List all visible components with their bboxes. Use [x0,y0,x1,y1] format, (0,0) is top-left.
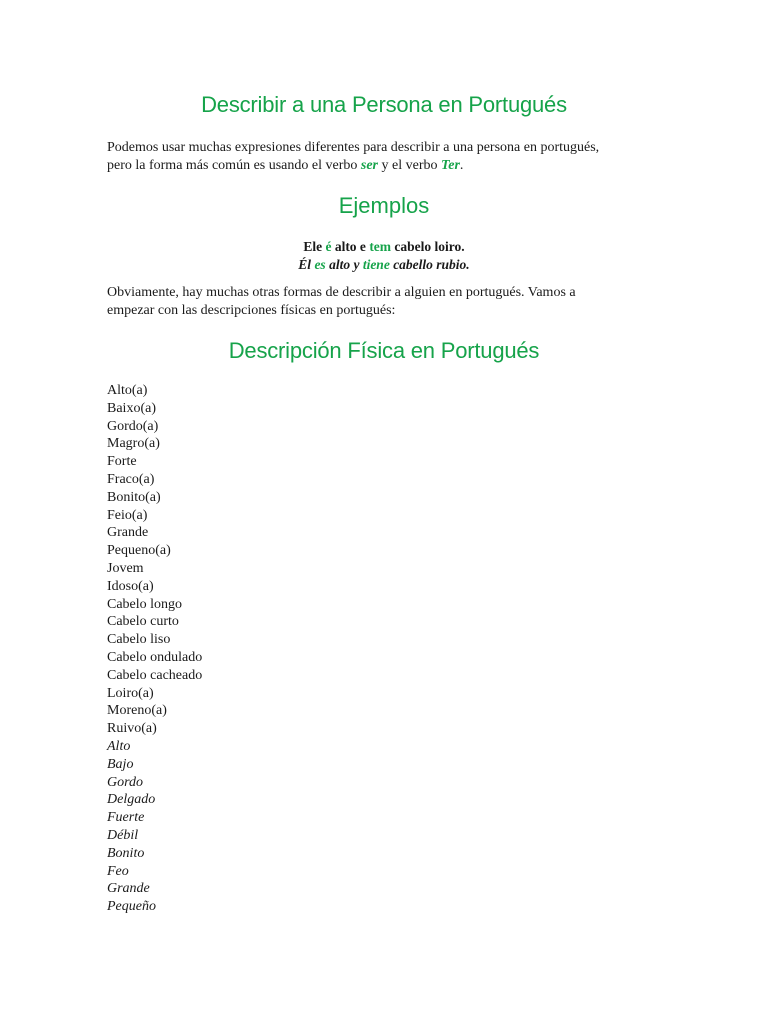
vocabulary-list [107,382,202,916]
vocab-item-es: Débil [107,827,139,843]
vocab-item-es: Grande [107,881,150,897]
vocab-item-pt: Cabelo cacheado [107,667,203,683]
intro-paragraph [107,139,667,175]
outro-paragraph [107,284,667,320]
vocab-item-pt: Cabelo liso [107,632,171,648]
vocab-item-es: Alto [107,738,131,754]
example-pt-verb-1: é [325,239,332,254]
examples-heading: Ejemplos [338,193,430,218]
vocab-item-es: Delgado [107,792,156,808]
verb-ser: ser [360,158,378,173]
example-es-verb-1: es [314,257,326,272]
vocab-item-es: Bajo [107,756,134,772]
example-spanish [0,256,768,274]
outro-line-1: Obviamente, hay muchas otras formas de describir a alguien en portugués. Vamos a [107,285,576,300]
vocab-item-pt: Feio(a) [107,507,148,523]
vocab-item-pt: Magro(a) [107,436,160,452]
vocab-item-pt: Moreno(a) [107,703,167,719]
vocab-item-pt: Jovem [107,560,144,576]
outro-line-2: empezar con las descripciones físicas en portugués: [107,303,396,318]
example-pt-verb-2: tem [369,239,392,254]
vocab-item-es: Fuerte [107,810,145,826]
vocab-item-pt: Grande [107,525,149,541]
example-es-part-3: cabello rubio. [389,257,470,272]
vocab-item-pt: Baixo(a) [107,400,156,416]
vocab-item-es: Gordo [107,774,144,790]
vocab-item-pt: Gordo(a) [107,418,159,434]
example-portuguese [0,238,768,256]
vocab-item-pt: Cabelo curto [107,614,179,630]
vocab-item-pt: Idoso(a) [107,578,154,594]
intro-line-2-middle: y el verbo [378,158,441,173]
example-es-verb-2: tiene [362,257,390,272]
page-title: Describir a una Persona en Portugués [201,92,567,117]
intro-line-1: Podemos usar muchas expresiones diferentes para describir a una persona en portugués, [107,140,600,155]
intro-line-2-end: . [459,158,464,173]
example-es-part-2: alto y [325,257,363,272]
example-pt-part-3: cabelo loiro. [391,239,465,254]
intro-line-2-start: pero la forma más común es usando el verbo [107,158,361,173]
vocab-item-pt: Pequeno(a) [107,543,171,559]
vocab-item-pt: Forte [107,454,137,470]
example-es-part-1: Él [298,257,315,272]
vocab-item-pt: Cabelo longo [107,596,183,612]
vocab-item-pt: Loiro(a) [107,685,154,701]
vocab-item-pt: Bonito(a) [107,489,161,505]
vocab-item-pt: Alto(a) [107,383,148,398]
vocab-item-es: Feo [107,863,129,879]
vocab-item-es: Bonito [107,845,145,861]
vocab-item-pt: Ruivo(a) [107,721,157,737]
vocab-item-es: Pequeño [107,899,156,915]
verb-ter: Ter [440,158,460,173]
physical-description-heading: Descripción Física en Portugués [228,338,540,363]
vocab-item-pt: Fraco(a) [107,471,155,487]
example-pt-part-1: Ele [303,239,326,254]
example-pt-part-2: alto e [331,239,370,254]
examples-block [0,238,768,274]
vocab-item-pt: Cabelo ondulado [107,649,203,665]
